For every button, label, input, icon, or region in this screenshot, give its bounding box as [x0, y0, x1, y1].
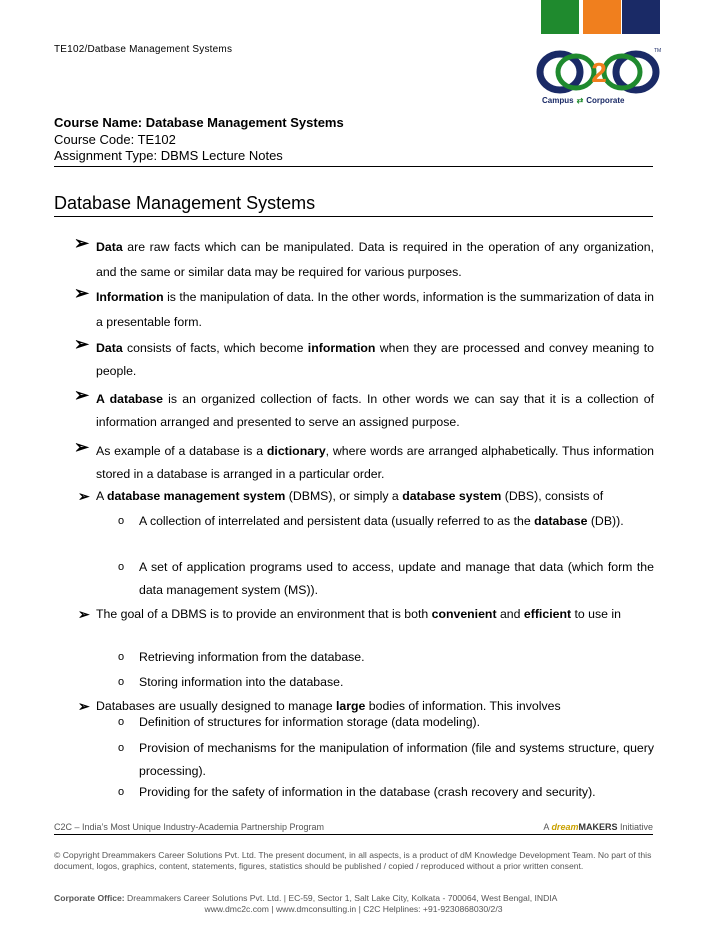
- bullet-information: ➢ Information is the manipulation of data. In the other words, information is the summarization of data in a presentable form.: [74, 283, 654, 329]
- svg-text:TM: TM: [654, 48, 662, 54]
- orange-square: [583, 0, 621, 34]
- sub-item-collection: o A collection of interrelated and persistent data (usually referred to as the database (DB)).: [118, 510, 654, 533]
- chevron-bullet-icon: ➢: [74, 334, 90, 354]
- sub-item-storing: o Storing information into the database.: [118, 675, 344, 689]
- bullet-database: ➢ A database is an organized collection of facts. In other words we can say that it is a collection of information arranged and presented to serve an assigned purpose.: [74, 385, 654, 429]
- page-code: TE102/Datbase Management Systems: [54, 44, 233, 55]
- document-title: Database Management Systems: [54, 191, 653, 217]
- course-code: Course Code: TE102: [54, 131, 176, 147]
- sub-item-programs: o A set of application programs used to access, update and manage that data (which form the data management system (MS)).: [118, 556, 654, 602]
- circle-bullet-icon: o: [118, 786, 125, 798]
- bullet-data-facts: ➢ Data consists of facts, which become information when they are processed and convey meaning to people.: [74, 334, 655, 378]
- sub-item-provision: o Provision of mechanisms for the manipulation of information (file and systems structure, query processing).: [118, 737, 654, 783]
- chevron-bullet-icon: ➢: [74, 437, 90, 457]
- green-square: [541, 0, 579, 34]
- circle-bullet-icon: o: [118, 561, 125, 573]
- chevron-bullet-icon: ➢: [78, 488, 90, 504]
- circle-bullet-icon: o: [118, 515, 125, 527]
- course-name: Course Name: Database Management Systems: [54, 115, 344, 130]
- corporate-office: Corporate Office: Dreammakers Career Solutions Pvt. Ltd. | EC-59, Sector 1, Salt Lake City, Kolkata - 700064, West Bengal, INDIA www.dmc2c.com | www.dmconsulting.in | C2C Helplines: +91-9230868030/2/3: [54, 893, 558, 914]
- copyright-notice: © Copyright Dreammakers Career Solutions Pvt. Ltd. The present document, in all aspects, is a product of dM Knowledge Development Team. No part of this document, logos, graphics, content, statements, figures, statistics should be published / copied / reproduced without a prior written consent.: [54, 850, 652, 871]
- sub-item-definition: o Definition of structures for information storage (data modeling).: [118, 715, 481, 729]
- bullet-data: ➢ Data are raw facts which can be manipulated. Data is required in the operation of any organization, and the same or similar data may be required for various purposes.: [74, 233, 654, 279]
- footer-program-line: [54, 822, 653, 835]
- chevron-bullet-icon: ➢: [78, 606, 90, 622]
- assignment-type: Assignment Type: DBMS Lecture Notes: [54, 148, 283, 164]
- bullet-dictionary: ➢ As example of a database is a dictionary, where words are arranged alphabetically. Thus information stored in a database is arranged in a particular order.: [74, 437, 654, 481]
- bullet-goal: ➢ The goal of a DBMS is to provide an environment that is both convenient and efficient to use in: [74, 603, 654, 626]
- footer-program: C2C – India’s Most Unique Industry-Academia Partnership Program: [54, 822, 324, 832]
- circle-bullet-icon: o: [118, 676, 125, 688]
- bullet-large-bodies: ➢ Databases are usually designed to manage large bodies of information. This involves: [78, 698, 561, 714]
- logo-tagline: Campus ⇄ Corporate: [542, 96, 625, 105]
- footer-initiative: A dreamMAKERS Initiative: [543, 822, 653, 832]
- exchange-arrows-icon: ⇄: [576, 96, 584, 105]
- chevron-bullet-icon: ➢: [78, 698, 90, 714]
- navy-square: [622, 0, 660, 34]
- sub-item-retrieving: o Retrieving information from the database.: [118, 650, 365, 664]
- circle-bullet-icon: o: [118, 716, 125, 728]
- course-info: [54, 115, 653, 167]
- circle-bullet-icon: o: [118, 742, 125, 754]
- circle-bullet-icon: o: [118, 651, 125, 663]
- chevron-bullet-icon: ➢: [74, 283, 90, 303]
- chevron-bullet-icon: ➢: [74, 233, 90, 253]
- sub-item-safety: o Providing for the safety of information in the database (crash recovery and security).: [118, 785, 596, 799]
- svg-text:2: 2: [591, 57, 607, 88]
- chevron-bullet-icon: ➢: [74, 385, 90, 405]
- bullet-dbms: ➢ A database management system (DBMS), or simply a database system (DBS), consists of: [78, 488, 604, 504]
